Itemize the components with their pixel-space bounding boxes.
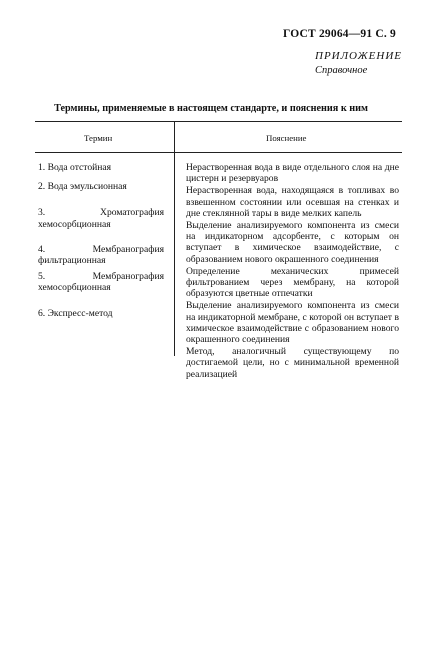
table-row-explanation: Нерастворенная вода, находящаяся в топливах во взвешенном состоянии или осевшая на стенках и дне стеклянной тары в виде мелких капель xyxy=(186,185,399,219)
table-row-term: 2. Вода эмульсионная xyxy=(38,181,127,193)
table-row-term: 3. Хроматография хемосорбционная xyxy=(38,207,164,230)
terms-column xyxy=(38,162,164,325)
page-title: Термины, применяемые в настоящем стандарте, и пояснения к ним xyxy=(54,103,368,114)
table-row-term: 1. Вода отстойная xyxy=(38,162,112,173)
column-header-explanation: Пояснение xyxy=(266,133,307,143)
explanations-column xyxy=(186,162,399,381)
table-row-explanation: Метод, аналогичный существующему по достигаемой цели, но с минимальной временной реализацией xyxy=(186,346,399,380)
page-header-standard: ГОСТ 29064—91 С. 9 xyxy=(283,28,396,40)
table-row-explanation: Определение механических примесей фильтрованием через мембрану, на которой образуются цветные отпечатки xyxy=(186,265,399,300)
table-row-term: 4. Мембранография фильтрационная xyxy=(38,243,164,267)
table-header-rule xyxy=(35,152,402,153)
appendix-label: ПРИЛОЖЕНИЕ xyxy=(315,50,402,62)
table-row-explanation: Нерастворенная вода в виде отдельного слоя на дне цистерн и резервуаров xyxy=(186,162,399,185)
appendix-type: Справочное xyxy=(315,65,368,76)
table-row-term: 5. Мембранография хемосорбционная xyxy=(38,271,164,294)
column-header-term: Термин xyxy=(84,133,113,143)
table-row-explanation: Выделение анализируемого компонента из смеси на индикаторной мембране, с которой он вступает в химическое взаимодействие с образованием нового окрашенного соединения xyxy=(186,300,399,346)
table-top-rule xyxy=(35,121,402,122)
table-row-explanation: Выделение анализируемого компонента из смеси на индикаторном адсорбенте, с которым он вступает в химическое взаимодействие, с образованием нового окрашенного соединения xyxy=(186,220,399,265)
table-row-term: 6. Экспресс-метод xyxy=(38,307,113,319)
table-column-divider xyxy=(174,121,175,356)
